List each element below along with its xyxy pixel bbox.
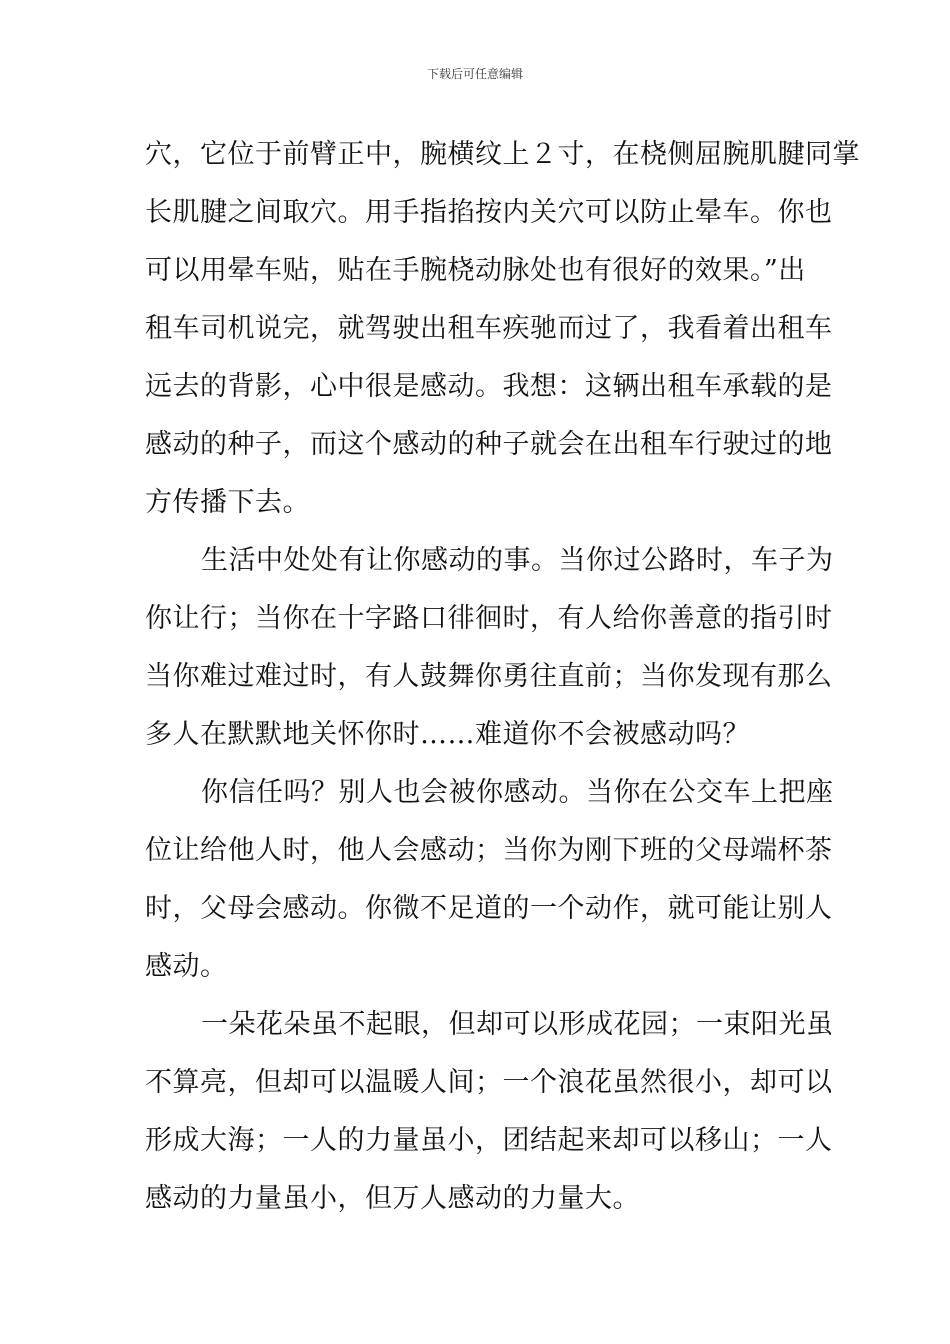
text-line: 感动的力量虽小，但万人感动的力量大。	[145, 1183, 640, 1214]
text-line: 多人在默默地关怀你时……难道你不会被感动吗？	[145, 719, 750, 750]
text-line: 方传播下去。	[145, 487, 310, 518]
text-line: 远去的背影，心中很是感动。我想：这辆出租车承载的是	[145, 371, 833, 402]
text-line: 穴，它位于前臂正中，腕横纹上２寸，在桡侧屈腕肌腱同掌	[145, 139, 860, 170]
document-body	[145, 126, 860, 1228]
text-line: 长肌腱之间取穴。用手指掐按内关穴可以防止晕车。你也	[145, 197, 833, 228]
text-line: 可以用晕车贴，贴在手腕桡动脉处也有很好的效果。”出	[145, 255, 806, 286]
text-line: 感动的种子，而这个感动的种子就会在出租车行驶过的地	[145, 429, 833, 460]
paragraph-continuation	[145, 126, 860, 532]
text-line: 不算亮，但却可以温暖人间；一个浪花虽然很小，却可以	[145, 1067, 833, 1098]
text-line: 时，父母会感动。你微不足道的一个动作，就可能让别人	[145, 893, 833, 924]
text-line: 你信任吗？别人也会被你感动。当你在公交车上把座	[201, 777, 834, 808]
page-header-note: 下载后可任意编辑	[426, 67, 523, 81]
text-line: 租车司机说完，就驾驶出租车疾驰而过了，我看着出租车	[145, 313, 833, 344]
text-line: 感动。	[145, 951, 228, 982]
text-line: 位让给他人时，他人会感动；当你为刚下班的父母端杯茶	[145, 835, 833, 866]
text-line: 当你难过难过时，有人鼓舞你勇往直前；当你发现有那么	[145, 661, 833, 692]
paragraph-moving-others	[145, 764, 834, 996]
text-line: 你让行；当你在十字路口徘徊时，有人给你善意的指引时	[145, 603, 833, 634]
text-line: 形成大海；一人的力量虽小，团结起来却可以移山；一人	[145, 1125, 833, 1156]
text-line: 一朵花朵虽不起眼，但却可以形成花园；一束阳光虽	[201, 1009, 834, 1040]
paragraph-conclusion	[145, 996, 834, 1228]
paragraph-life-moments	[145, 532, 834, 764]
text-line: 生活中处处有让你感动的事。当你过公路时，车子为	[201, 545, 834, 576]
